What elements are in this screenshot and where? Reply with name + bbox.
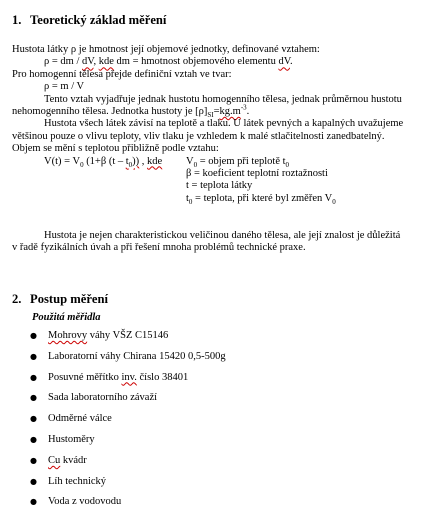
- bullet-icon: ●: [30, 393, 37, 403]
- list-item: [30, 413, 226, 434]
- volume-equation: $V(t) = V_0$ (1+β $(t - t_0)$) , kde: [44, 155, 163, 169]
- homogeneous-intro: Pro homogenní tělesa přejde definiční vztah ve tvar:: [12, 68, 232, 80]
- list-item-label: Voda z vodovodu: [48, 496, 122, 508]
- section-2-heading: [12, 292, 108, 307]
- list-item: ● Cu kvádr: [30, 454, 87, 466]
- section-2-title: Postup měření: [30, 292, 109, 306]
- definition-row-t0: [12, 193, 432, 205]
- bullet-icon: ●: [30, 414, 37, 424]
- list-item-label: Hustoměry: [48, 433, 95, 445]
- list-item: [30, 434, 226, 455]
- list-item-label: Sada laboratorního závaží: [48, 392, 158, 404]
- list-item: ● Mohrovy váhy VŠZ C15146: [30, 330, 169, 341]
- conclusion-line-2: v řadě fyzikálních úvah a při řešení mnoha problémů technické praxe.: [12, 242, 306, 254]
- temperature-dependence-line-2: většinou pouze o vlivu teploty, vliv tlaku je vzhledem k malé stlačitelnosti zanedbatelný.: [12, 130, 385, 142]
- section-1-heading: [12, 13, 166, 28]
- section-1-title: Teoretický základ měření: [30, 13, 167, 27]
- definition-row-beta: [12, 168, 432, 180]
- list-item: ● Posuvné měřítko inv. číslo 38401: [30, 371, 189, 383]
- list-item: [30, 496, 226, 517]
- density-definition: Hustota látky ρ je hmotnost její objemové jednotky, definované vztahem:: [12, 44, 320, 55]
- definition-row-t: [12, 180, 432, 192]
- bullet-icon: ●: [30, 497, 37, 507]
- list-item: [30, 351, 226, 372]
- definition-t: t = teplota látky: [186, 180, 253, 192]
- bullet-icon: ●: [30, 351, 37, 361]
- density-unit-line: nehomogenního tělesa. Jednotka hustoty je $[\rho]_{SI}=kg.m^{-3}$.: [12, 103, 250, 120]
- definition-t0: $t_0$ = teplota, při které byl změřen $V_0$: [186, 192, 336, 206]
- bullet-icon: ●: [30, 331, 37, 340]
- bullet-icon: ●: [30, 434, 37, 444]
- bullet-icon: ●: [30, 455, 37, 465]
- instrument-list: [30, 330, 226, 517]
- density-explanation-line-1: Tento vztah vyjadřuje jednak hustotu homogenního tělesa, jednak průměrnou hustotu: [44, 93, 402, 105]
- section-1-body: [12, 44, 432, 205]
- list-item-label: Odměrné válce: [48, 413, 112, 425]
- definition-beta: β = koeficient teplotní roztažnosti: [186, 168, 328, 180]
- bullet-icon: ●: [30, 372, 37, 382]
- section-1-number: 1.: [12, 13, 22, 27]
- equation-density-homogeneous: ρ = m / V: [44, 81, 85, 93]
- equation-density-differential: ρ = dm / dV, kde dm = hmotnost objemového elementu dV.: [44, 56, 293, 68]
- section-1-conclusion: [12, 230, 432, 255]
- list-item: [30, 476, 226, 497]
- list-item-label: Líh technický: [48, 475, 107, 487]
- section-2-number: 2.: [12, 292, 22, 306]
- volume-relation-intro: Objem se mění s teplotou přibližně podle vztahu:: [12, 143, 219, 155]
- conclusion-line-1: Hustota je nejen charakteristickou veličinou daného tělesa, ale její znalost je důležitá: [44, 230, 401, 241]
- instruments-subheading: Použitá měřidla: [32, 312, 101, 323]
- list-item-label: Laboratorní váhy Chirana 15420 0,5-500g: [48, 350, 226, 362]
- list-item: [30, 392, 226, 413]
- definition-v0: $V_0$ = objem při teplotě $t_0$: [186, 155, 290, 169]
- equation-volume-temperature: [12, 156, 432, 168]
- bullet-icon: ●: [30, 476, 37, 486]
- temperature-dependence-line-1: Hustota všech látek závisí na teplotě a tlaku. U látek pevných a kapalných uvažujeme: [44, 118, 404, 130]
